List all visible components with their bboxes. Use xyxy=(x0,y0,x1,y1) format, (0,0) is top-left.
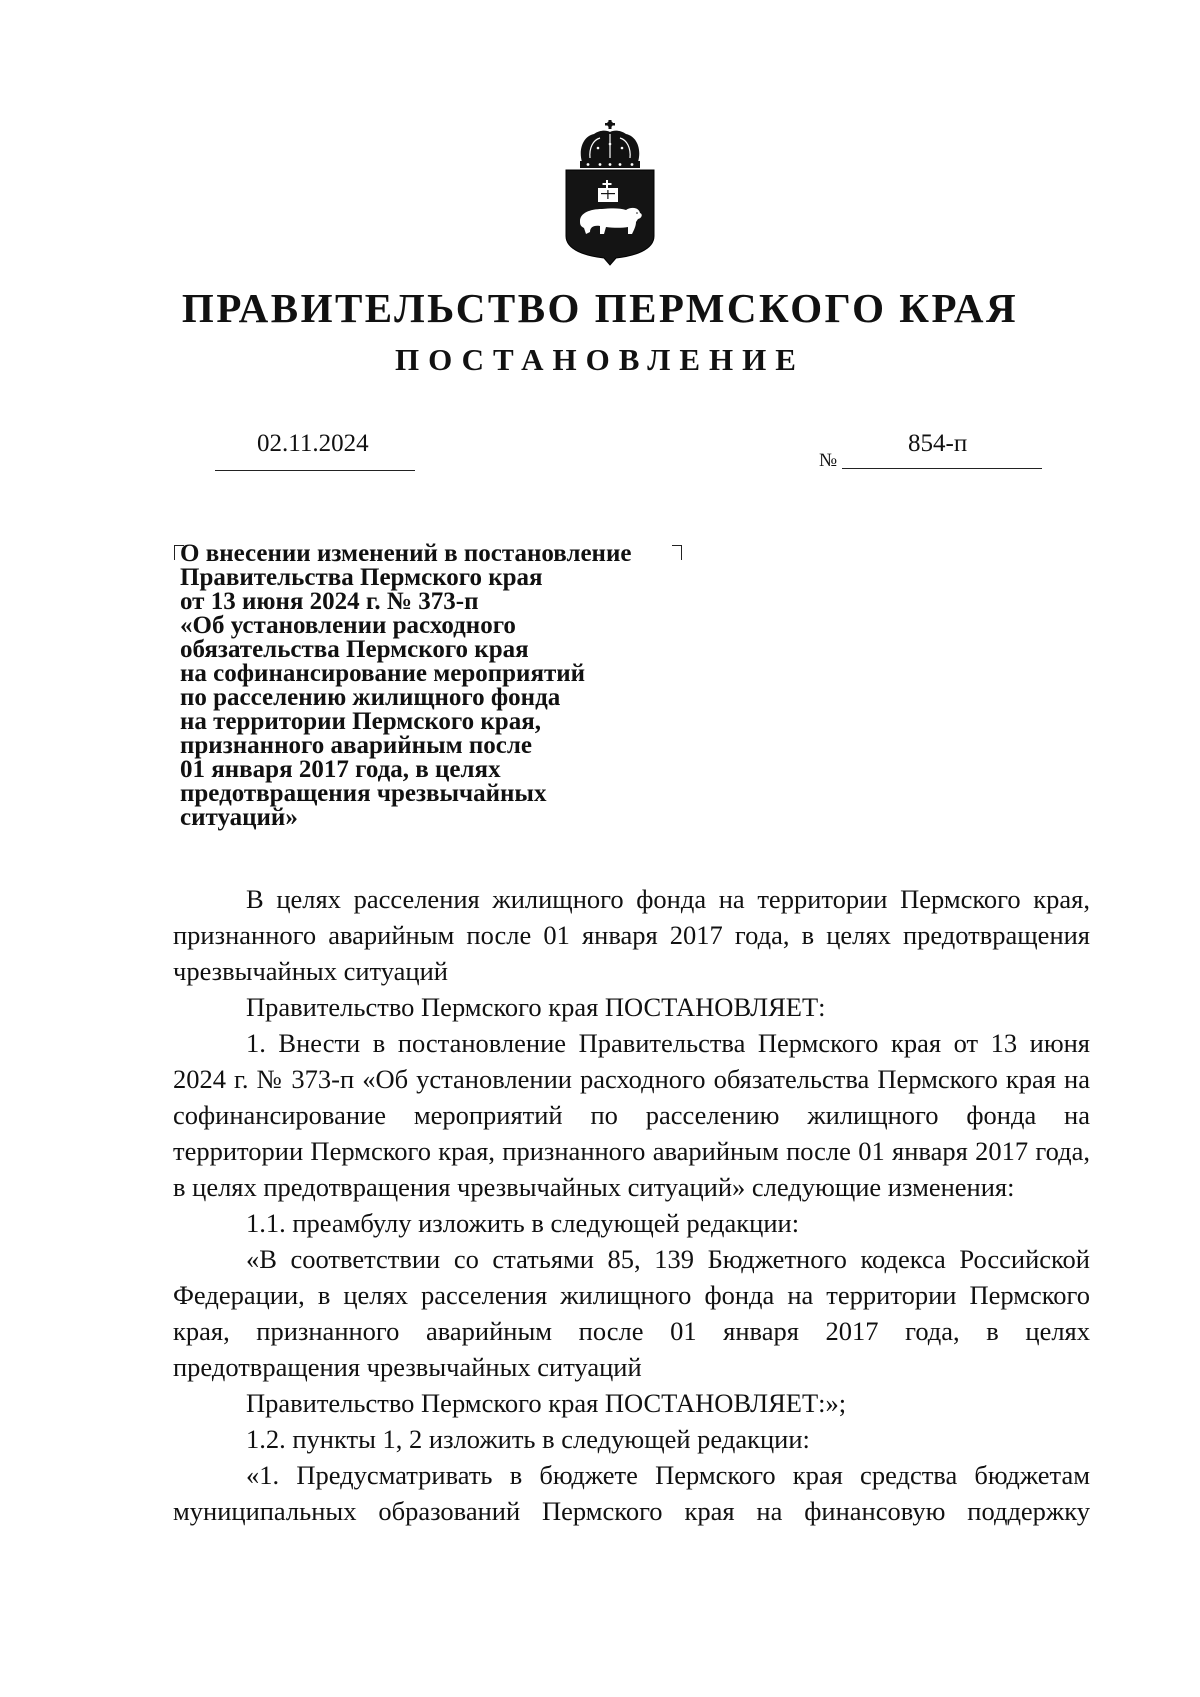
title-line: по расселению жилищного фонда xyxy=(180,684,561,711)
title-line: ситуаций» xyxy=(180,804,298,831)
body-paragraph-resolves: Правительство Пермского края ПОСТАНОВЛЯЕТ: xyxy=(246,992,826,1022)
title-line: от 13 июня 2024 г. № 373-п xyxy=(180,588,479,615)
title-line: Правительства Пермского края xyxy=(180,564,543,591)
number-field xyxy=(842,430,1042,469)
document-subject-title xyxy=(180,542,680,830)
shield-icon xyxy=(566,170,654,265)
number-label: № xyxy=(819,450,838,471)
title-line: признанного аварийным после xyxy=(180,732,532,759)
title-line: на территории Пермского края, xyxy=(180,708,541,735)
document-date: 02.11.2024 xyxy=(257,430,369,457)
document-type: ПОСТАНОВЛЕНИЕ xyxy=(395,342,805,377)
crown-icon xyxy=(580,120,640,168)
body-paragraph-item-1: 1. Внести в постановление Правительства Пермского края от 13 июня 2024 г. № 373-п «Об установлении расходного обязательства Пермского края на софинансирование мероприятий по расселению жилищного фонда на территории Пермского края, признанного аварийным после 01 января 2017 года, в целях предотвращения чрезвычайных ситуаций» следующие изменения: xyxy=(173,1028,1090,1202)
title-line: «Об установлении расходного xyxy=(180,612,516,639)
body-paragraph-item-1-2: 1.2. пункты 1, 2 изложить в следующей редакции: xyxy=(246,1424,810,1454)
body-paragraph-item-1-1: 1.1. преамбулу изложить в следующей редакции: xyxy=(246,1208,800,1238)
date-field xyxy=(215,430,415,471)
government-title: ПРАВИТЕЛЬСТВО ПЕРМСКОГО КРАЯ xyxy=(181,285,1019,331)
body-paragraph-quote-resolves: Правительство Пермского края ПОСТАНОВЛЯЕТ:»; xyxy=(246,1388,847,1418)
body-paragraph-quote-preamble: «В соответствии со статьями 85, 139 Бюджетного кодекса Российской Федерации, в целях расселения жилищного фонда на территории Пермского края, признанного аварийным после 01 января 2017 года, в целях предотвращения чрезвычайных ситуаций xyxy=(173,1244,1090,1382)
title-line: О внесении изменений в постановление xyxy=(180,540,632,567)
body-paragraph-preamble: В целях расселения жилищного фонда на территории Пермского края, признанного аварийным после 01 января 2017 года, в целях предотвращения чрезвычайных ситуаций xyxy=(173,884,1090,986)
document-body xyxy=(173,881,1090,1529)
body-paragraph-quote-item-1: «1. Предусматривать в бюджете Пермского края средства бюджетам муниципальных образований Пермского края на финансовую поддержку xyxy=(173,1460,1090,1526)
title-line: на софинансирование мероприятий xyxy=(180,660,586,687)
title-line: обязательства Пермского края xyxy=(180,636,529,663)
title-line: предотвращения чрезвычайных xyxy=(180,780,547,807)
title-line: 01 января 2017 года, в целях xyxy=(180,756,501,783)
document-number: 854-п xyxy=(908,430,968,457)
coat-of-arms-emblem xyxy=(560,118,660,268)
